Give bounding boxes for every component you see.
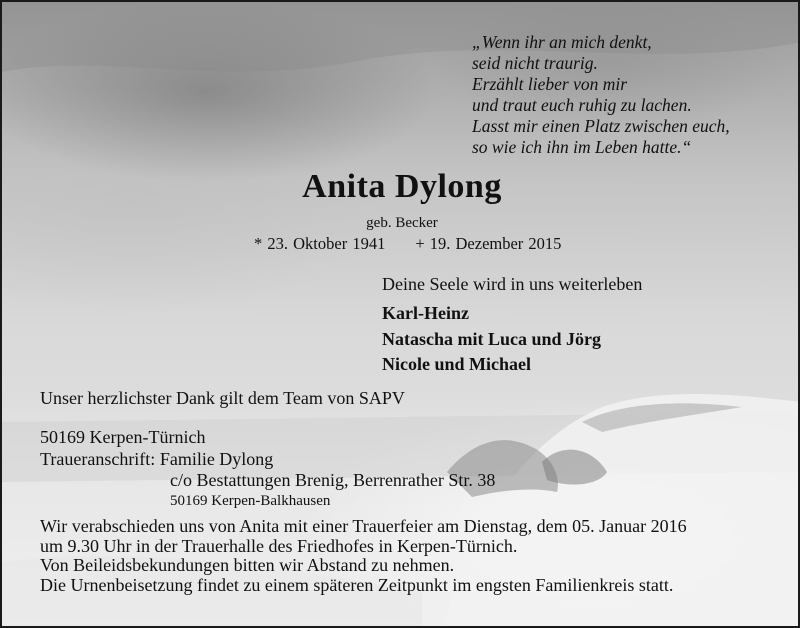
poem-line: seid nicht traurig. <box>472 53 598 73</box>
mourners-list <box>382 301 601 378</box>
ceremony-line: Wir verabschieden uns von Anita mit einer Trauerfeier am Dienstag, dem 05. Januar 2016 <box>40 516 687 536</box>
ceremony-line: um 9.30 Uhr in der Trauerhalle des Friedhofes in Kerpen-Türnich. <box>40 535 518 556</box>
mourning-address <box>40 426 273 470</box>
address-place: 50169 Kerpen-Türnich <box>40 427 206 447</box>
address-label: Traueranschrift: <box>40 449 156 469</box>
poem-line: so wie ich ihn im Leben hatte.“ <box>472 137 692 157</box>
poem-line: und traut euch ruhig zu lachen. <box>472 95 692 115</box>
poem-quote <box>472 32 730 158</box>
birth-name: geb. Becker <box>366 215 438 231</box>
address-care-of: c/o Bestattungen Brenig, Berrenrather Str. 38 <box>170 470 496 490</box>
poem-line: Lasst mir einen Platz zwischen euch, <box>472 116 730 136</box>
mourner-name: Karl-Heinz <box>382 303 469 323</box>
ceremony-line: Von Beileidsbekundungen bitten wir Abstand zu nehmen. <box>40 555 455 575</box>
mourner-name: Nicole und Michael <box>382 354 531 374</box>
poem-line: Erzählt lieber von mir <box>472 74 628 94</box>
address-city: 50169 Kerpen-Balkhausen <box>170 493 331 509</box>
mourners-intro: Deine Seele wird in uns weiterleben <box>382 274 643 294</box>
ceremony-info <box>40 517 687 595</box>
thanks-note: Unser herzlichster Dank gilt dem Team von SAPV <box>40 388 405 408</box>
address-recipient-line <box>40 448 273 470</box>
birth-date: * 23. Oktober 1941 <box>254 234 386 253</box>
address-recipient: Familie Dylong <box>159 449 274 469</box>
deceased-name: Anita Dylong <box>302 168 502 205</box>
mourner-name: Natascha mit Luca und Jörg <box>382 328 602 349</box>
life-dates <box>254 234 561 254</box>
death-date: + 19. Dezember 2015 <box>415 234 562 253</box>
ceremony-line: Die Urnenbeisetzung findet zu einem späteren Zeitpunkt im engsten Familienkreis statt. <box>40 574 674 595</box>
poem-line: „Wenn ihr an mich denkt, <box>472 32 652 52</box>
